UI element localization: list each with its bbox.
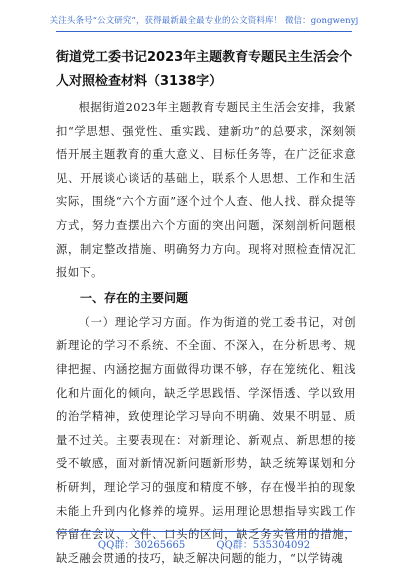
footer-qq-group-1: QQ群：30265665 [97,540,186,551]
footer-divider [56,531,352,532]
section-heading: 一、存在的主要问题 [80,290,189,305]
header-divider [56,31,352,32]
footer-contact [0,536,408,551]
header-banner: 关注头条号“公文研究”，获得最新最全最专业的公文资料库！ 微信：gongwenyj [49,16,359,26]
intro-paragraph: 根据街道2023年主题教育专题民主生活会安排，我紧扣“学思想、强党性、重实践、建新功”的总要求，深刻领悟开展主题教育的重大意义、目标任务等，在广泛征求意见、开展谈心谈话的基础上，联系个人思想、工作和生活实际，围绕“六个方面”逐个过个人查、他人找、群众提等方式，努力查摆出六个方面的突出问题，深刻剖析问题根源，制定整改措施、明确努力方向。现将对照检查情况汇报如下。 [56,101,356,280]
document-title: 街道党工委书记2023年主题教育专题民主生活会个人对照检查材料（3138字） [56,50,353,89]
document-body [56,46,356,570]
footer-qq-group-2: QQ群：535304092 [216,540,311,551]
section-paragraph: （一）理论学习方面。作为街道的党工委书记，对创新理论的学习不系统、不全面、不深入，在分析思考、规律把握、内涵挖掘方面做得功课不够，存在笼统化、粗浅化和片面化的倾向，缺乏学思践悟、学深悟透、学以致用的治学精神，致使理论学习导向不明确、效果不明显、质量不过关。主要表现在：对新理论、新观点、新思想的接受不敏感，面对新情况新问题新形势，缺乏统筹谋划和分析研判，理论学习的强度和精度不够，存在慢半拍的现象未能上升到内化修养的境界。运用理论思想指导实践工作停留在会议、文件、口头的区间，缺乏务实管用的措施，缺乏融会贯通的技巧，缺乏解决问题的能力，“以学铸魂 [56,315,356,565]
